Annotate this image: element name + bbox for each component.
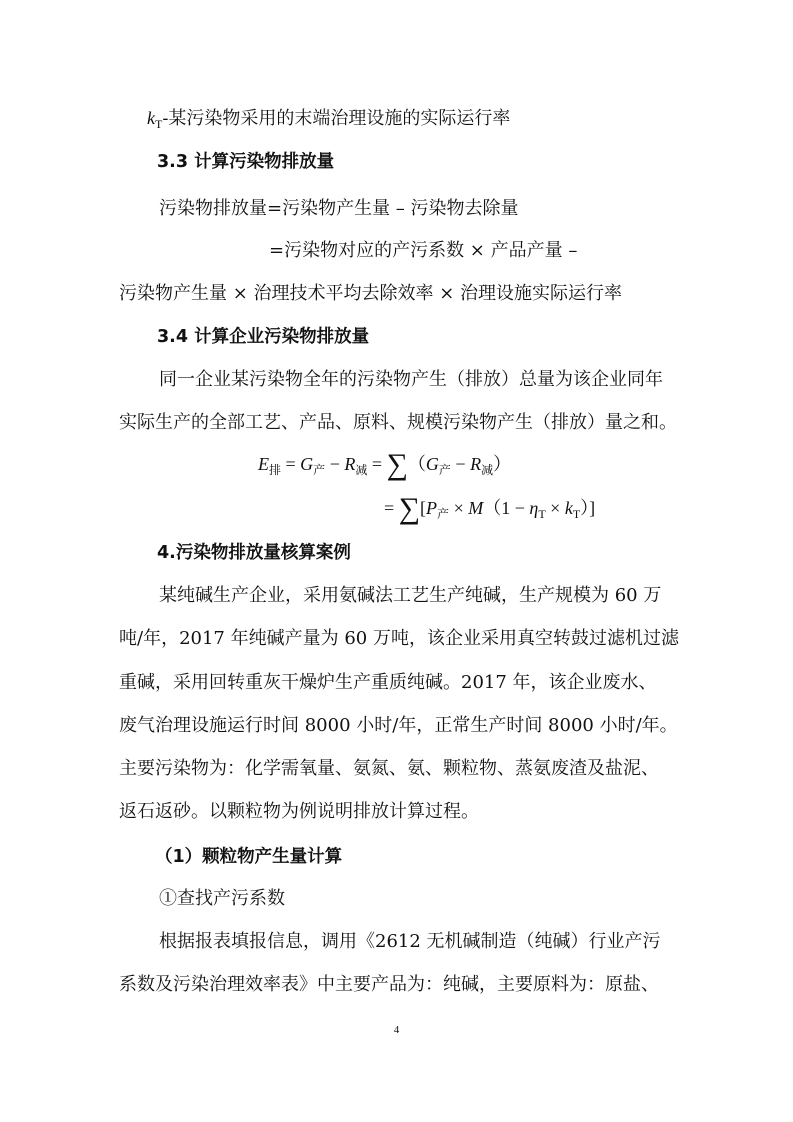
case-line: 废气治理设施运行时间 8000 小时/年，正常生产时间 8000 小时/年。 [119, 715, 678, 736]
page-number: 4 [393, 1024, 400, 1036]
sigma-symbol: ∑ [386, 448, 408, 481]
formula-line-2: =污染物对应的产污系数 × 产品产量 – [269, 240, 578, 261]
paragraph-line: 同一企业某污染物全年的污染物产生（排放）总量为该企业同年 [159, 369, 663, 390]
kt-definition [147, 106, 510, 136]
equation-2: = $\sum[P_产 \times M(1 - \eta_T \times k_T)]$ [384, 492, 596, 525]
heading-4-1: （1）颗粒物产生量计算 [155, 847, 343, 867]
paragraph-line: 根据报表填报信息，调用《2612 无机碱制造（纯碱）行业产污 [159, 931, 661, 952]
heading-3-4: 3.4 计算企业污染物排放量 [157, 327, 370, 347]
case-line: 吨/年，2017 年纯碱产量为 60 万吨，该企业采用真空转鼓过滤机过滤 [119, 628, 679, 649]
formula-line-1: 污染物排放量=污染物产生量 – 污染物去除量 [159, 198, 519, 219]
equation-1: $E_排 = G_产 - R_减 = \sum(G_产 - R_减)$ [258, 448, 512, 481]
heading-3-3: 3.3 计算污染物排放量 [157, 152, 335, 172]
sigma-symbol: ∑ [398, 492, 421, 525]
formula-line-3: 污染物产生量 × 治理技术平均去除效率 × 治理设施实际运行率 [119, 283, 623, 304]
kt-definition-text: -某污染物采用的末端治理设施的实际运行率 [162, 108, 511, 129]
case-line: 重碱，采用回转重灰干燥炉生产重质纯碱。2017 年，该企业废水、 [119, 672, 657, 693]
kt-symbol: $k_T$ [147, 108, 163, 131]
paragraph-line: 系数及污染治理效率表》中主要产品为：纯碱，主要原料为：原盐、 [119, 974, 659, 995]
step-1-label: ①查找产污系数 [159, 888, 285, 909]
heading-4: 4.污染物排放量核算案例 [157, 543, 351, 563]
paragraph-line: 实际生产的全部工艺、产品、原料、规模污染物产生（排放）量之和。 [119, 412, 677, 433]
case-line: 某纯碱生产企业，采用氨碱法工艺生产纯碱，生产规模为 60 万 [159, 585, 662, 606]
case-line: 返石返砂。以颗粒物为例说明排放计算过程。 [119, 801, 479, 822]
case-line: 主要污染物为：化学需氧量、氨氮、氨、颗粒物、蒸氨废渣及盐泥、 [119, 758, 659, 779]
